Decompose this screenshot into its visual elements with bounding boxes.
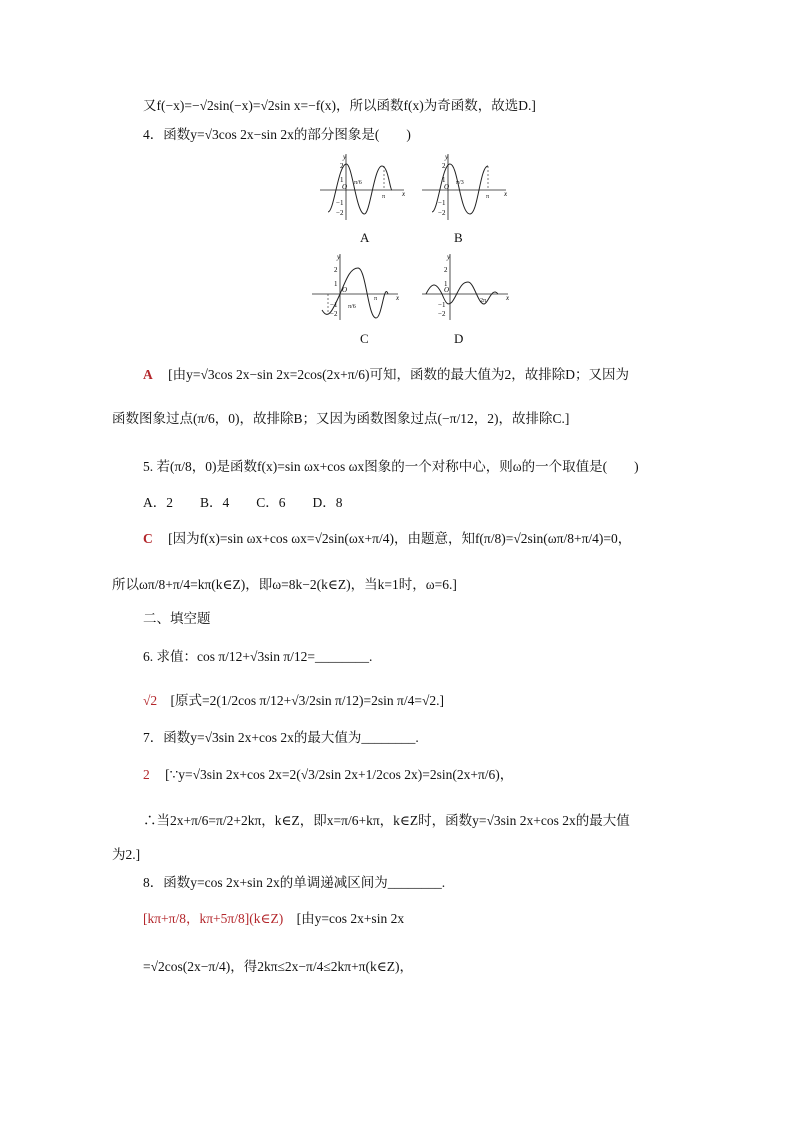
figure-c-graph (310, 252, 402, 324)
tick-2: 2 (340, 162, 344, 170)
figure-b-graph (420, 152, 510, 224)
tick-m1: −1 (330, 301, 338, 309)
answer-8-value: [kπ+π/8，kπ+5π/8](k∈Z) (143, 911, 284, 926)
label-a1: π/6 (354, 180, 362, 186)
question-4: 4．函数y=√3cos 2x−sin 2x的部分图象是( ) (143, 127, 411, 142)
tick-m2: −2 (330, 310, 338, 318)
answer-7-value: 2 (143, 767, 150, 782)
question-5: 5. 若(π/8，0)是函数f(x)=sin ωx+cos ωx图象的一个对称中心，则ω的一个取值是( ) (143, 459, 639, 474)
caption-b: B (454, 230, 463, 245)
label-c2: π (374, 296, 378, 302)
tick-m1: −1 (438, 199, 446, 207)
answer-8-line-1 (143, 910, 404, 928)
tick-2: 2 (444, 266, 448, 274)
axis-y: y (337, 253, 341, 261)
origin: O (444, 286, 450, 294)
label-b1: π/3 (456, 180, 464, 186)
answer-6-value: √2 (143, 693, 158, 708)
origin: O (444, 183, 450, 191)
answer-4-explain-1: [由y=√3cos 2x−sin 2x=2cos(2x+π/6)可知，函数的最大值为2，故排除D；又因为 (168, 367, 630, 382)
tick-2: 2 (334, 266, 338, 274)
text-line-1: 又f(−x)=−√2sin(−x)=√2sin x=−f(x)，所以函数f(x)为奇函数，故选D.] (143, 98, 536, 113)
figure-d-graph (420, 252, 512, 324)
answer-7-line-2: ∴当2x+π/6=π/2+2kπ，k∈Z，即x=π/6+kπ，k∈Z时，函数y=√3sin 2x+cos 2x的最大值 (143, 813, 630, 828)
answer-4-line-1 (143, 366, 629, 384)
answer-4-line-2: 函数图象过点(π/6，0)，故排除B；又因为函数图象过点(−π/12，2)，故排除C.] (112, 411, 570, 426)
origin: O (342, 286, 348, 294)
tick-m1: −1 (438, 301, 446, 309)
label-c1: π/6 (348, 304, 356, 310)
axis-y: y (447, 253, 451, 261)
label-a2: π (382, 194, 386, 200)
tick-1: 1 (442, 176, 446, 184)
answer-6-explain: [原式=2(1/2cos π/12+√3/2sin π/12)=2sin π/4=√2.] (170, 693, 445, 708)
axis-x: x (506, 294, 510, 302)
tick-1: 1 (334, 280, 338, 288)
answer-4-letter: A (143, 367, 153, 382)
question-5-options: A．2 B．4 C．6 D．8 (143, 495, 343, 510)
section-title-fill-blank: 二、填空题 (143, 611, 211, 626)
question-6: 6. 求值：cos π/12+√3sin π/12=________. (143, 649, 373, 664)
answer-5-line-1 (143, 530, 631, 548)
caption-c: C (360, 331, 369, 346)
label-d1: 2π (480, 298, 487, 304)
tick-1: 1 (444, 280, 448, 288)
tick-1: 1 (340, 176, 344, 184)
axis-y: y (343, 153, 347, 161)
axis-x: x (504, 190, 508, 198)
figure-a-graph (318, 152, 408, 224)
tick-m2: −2 (336, 209, 344, 217)
origin: O (342, 183, 348, 191)
tick-2: 2 (442, 162, 446, 170)
answer-7-line-1 (143, 766, 513, 784)
answer-8-explain-1: [由y=cos 2x+sin 2x (296, 911, 405, 926)
answer-5-explain-1: [因为f(x)=sin ωx+cos ωx=√2sin(ωx+π/4)，由题意，知f(π/8)=√2sin(ωπ/8+π/4)=0， (168, 531, 632, 546)
label-b2: π (486, 194, 490, 200)
question-7: 7．函数y=√3sin 2x+cos 2x的最大值为________. (143, 730, 419, 745)
question-8: 8．函数y=cos 2x+sin 2x的单调递减区间为________. (143, 875, 446, 890)
answer-7-explain-1: [∵y=√3sin 2x+cos 2x=2(√3/2sin 2x+1/2cos 2x)=2sin(2x+π/6)， (165, 767, 514, 782)
axis-x: x (396, 294, 400, 302)
caption-d: D (454, 331, 464, 346)
tick-m1: −1 (336, 199, 344, 207)
tick-m2: −2 (438, 209, 446, 217)
answer-7-line-3: 为2.] (112, 847, 141, 862)
caption-a: A (360, 230, 370, 245)
answer-5-line-2: 所以ωπ/8+π/4=kπ(k∈Z)，即ω=8k−2(k∈Z)，当k=1时，ω=6.] (112, 577, 457, 592)
answer-8-line-2: =√2cos(2x−π/4)，得2kπ≤2x−π/4≤2kπ+π(k∈Z)， (143, 959, 413, 974)
tick-m2: −2 (438, 310, 446, 318)
axis-x: x (402, 190, 406, 198)
answer-5-letter: C (143, 531, 153, 546)
answer-6-line (143, 692, 444, 710)
axis-y: y (445, 153, 449, 161)
